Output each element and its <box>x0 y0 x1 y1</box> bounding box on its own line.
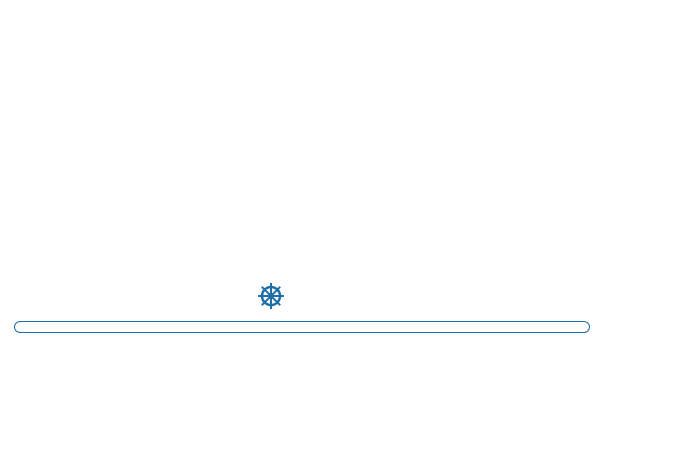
academy-logo <box>256 281 386 311</box>
masks-band-title <box>14 321 590 333</box>
ship-wheel-icon <box>256 281 286 311</box>
fears-panel <box>600 98 696 108</box>
